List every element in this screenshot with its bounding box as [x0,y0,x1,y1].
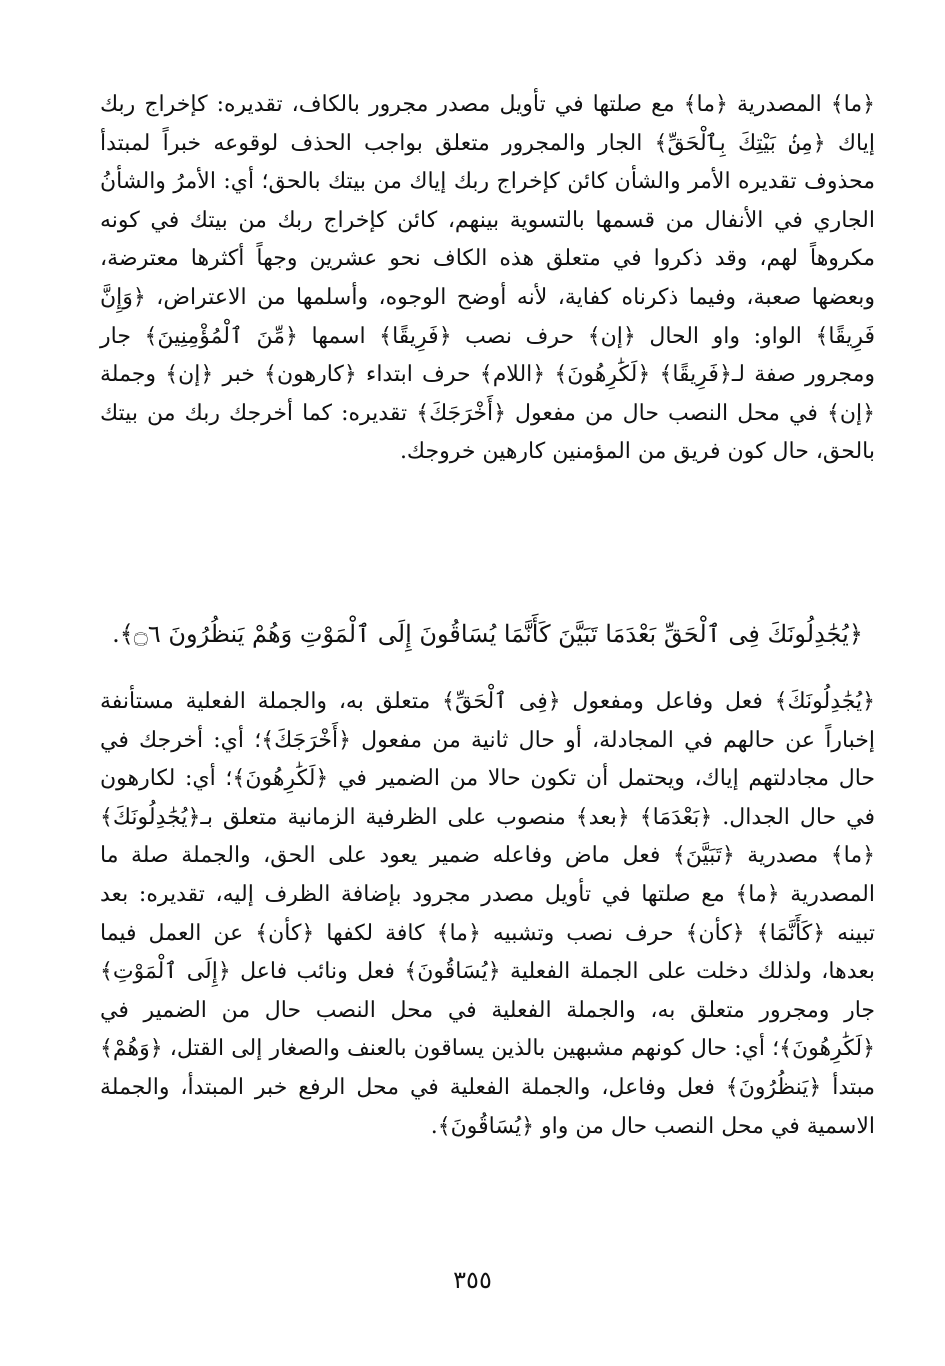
paragraph-2: ﴿يُجَٰدِلُونَكَ﴾ فعل وفاعل ومفعول ﴿فِى ٱلْحَقِّ﴾ متعلق به، والجملة الفعلية مستأنفة إخباراً عن حالهم في المجادلة، أو حال ثانية من مفعول ﴿أَخْرَجَكَ﴾؛ أي: أخرجك في حال مجادلتهم إياك، ويحتمل أن تكون حالا من الضمير في ﴿لَكَٰرِهُونَ﴾؛ أي: لكارهون في حال الجدال. ﴿بَعْدَمَا﴾ ﴿بعد﴾ منصوب على الظرفية الزمانية متعلق بـ﴿يُجَٰدِلُونَكَ﴾ ﴿ما﴾ مصدرية ﴿تَبَيَّنَ﴾ فعل ماض وفاعله ضمير يعود على الحق، والجملة صلة ما المصدرية ﴿ما﴾ مع صلتها في تأويل مصدر مجرود بإضافة الظرف إليه، تقديره: بعد تبينه ﴿كَأَنَّمَا﴾ ﴿كأن﴾ حرف نصب وتشبيه ﴿ما﴾ كافة لكفها ﴿كأن﴾ عن العمل فيما بعدها، ولذلك دخلت على الجملة الفعلية ﴿يُسَاقُونَ﴾ فعل ونائب فاعل ﴿إِلَى ٱلْمَوْتِ﴾ جار ومجرور متعلق به، والجملة الفعلية في محل النصب حال من الضمير في ﴿لَكَٰرِهُونَ﴾؛ أي: حال كونهم مشبهين بالذين يساقون بالعنف والصغار إلى القتل، ﴿وَهُمْ﴾ مبتدأ ﴿يَنظُرُونَ﴾ فعل وفاعل، والجملة الفعلية في محل الرفع خبر المبتدأ، والجملة الاسمية في محل النصب حال من واو ﴿يُسَاقُونَ﴾. [100,689,875,1139]
quran-verse-block [100,614,875,654]
paragraph-1: ﴿ما﴾ المصدرية ﴿ما﴾ مع صلتها في تأويل مصدر مجرور بالكاف، تقديره: كإخراج ربك إياك ﴿مِنۢ بَيْتِكَ بِٱلْحَقِّ﴾ الجار والمجرور متعلق بواجب الحذف لوقوعه خبراً لمبتدأ محذوف تقديره الأمر والشأن كائن كإخراج ربك إياك من بيتك بالحق؛ أي: الأمرُ والشأنُ الجاري في الأنفال من قسمها بالتسوية بينهم، كائن كإخراج ربك من بيتك في كونه مكروهاً لهم، وقد ذكروا في متعلق هذه الكاف نحو عشرين وجهاً أكثرها معترضة، وبعضها صعبة، وفيما ذكرناه كفاية، لأنه أوضح الوجوه، وأسلمها من الاعتراض، ﴿وَإِنَّ فَرِيقًا﴾ الواو: واو الحال ﴿إن﴾ حرف نصب ﴿فَرِيقًا﴾ اسمها ﴿مِّنَ ٱلْمُؤْمِنِينَ﴾ جار ومجرور صفة لـ﴿فَرِيقًا﴾ ﴿لَكَٰرِهُونَ﴾ ﴿اللام﴾ حرف ابتداء ﴿كارهون﴾ خبر ﴿إن﴾ وجملة ﴿إن﴾ في محل النصب حال من مفعول ﴿أَخْرَجَكَ﴾ تقديره: كما أخرجك ربك من بيتك بالحق، حال كون فريق من المؤمنين كارهين خروجك. [100,92,875,465]
page-number: ٣٥٥ [453,1266,492,1294]
quran-verse: ﴿يُجَٰدِلُونَكَ فِى ٱلْحَقِّ بَعْدَمَا تَبَيَّنَ كَأَنَّمَا يُسَاقُونَ إِلَى ٱلْمَوْتِ وَهُمْ يَنظُرُونَ ۝٦﴾. [112,620,863,648]
